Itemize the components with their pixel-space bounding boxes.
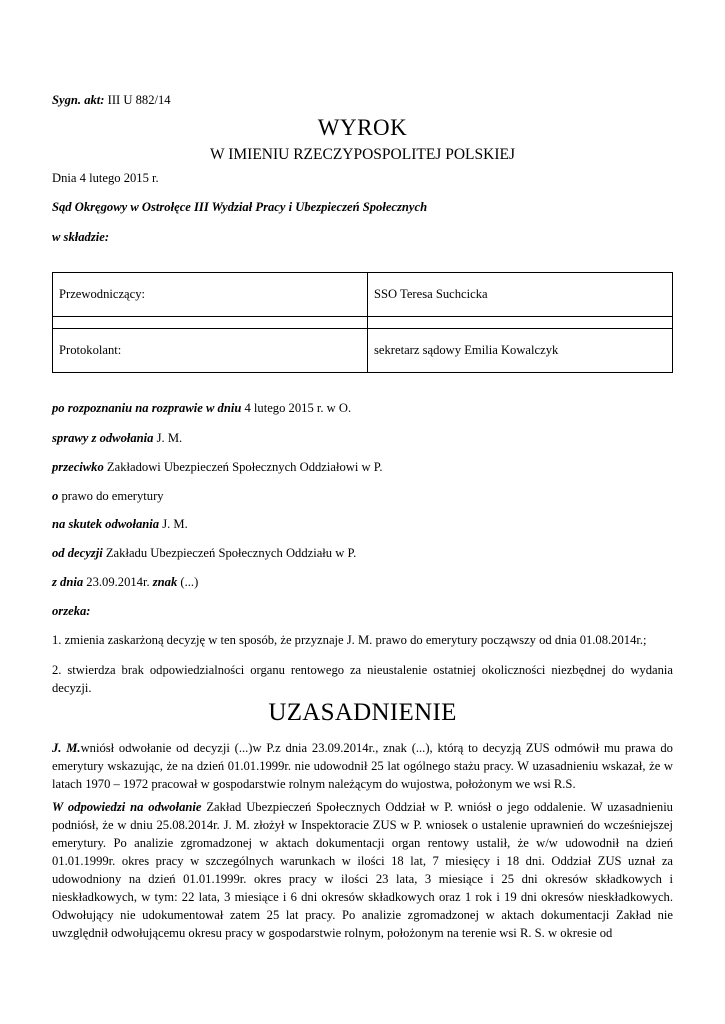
document-subtitle: W IMIENIU RZECZYPOSPOLITEJ POLSKIEJ bbox=[210, 146, 515, 163]
composition-person: SSO Teresa Suchcicka bbox=[368, 273, 673, 317]
decision-line: od decyzji Zakładu Ubezpieczeń Społecznych Oddziału w P. bbox=[52, 546, 357, 560]
subject-line: o prawo do emerytury bbox=[52, 489, 164, 503]
defendant-line: przeciwko Zakładowi Ubezpieczeń Społecznych Oddziałowi w P. bbox=[52, 460, 383, 474]
ruling-item-2: 2. stwierdza brak odpowiedzialności organu rentowego za nieustalenie ostatniej okoliczności niezbędnej do wydania decyzji. bbox=[52, 663, 673, 695]
case-signature bbox=[52, 93, 171, 108]
case-signature-value: III U 882/14 bbox=[104, 93, 171, 107]
composition-person: sekretarz sądowy Emilia Kowalczyk bbox=[368, 329, 673, 373]
decision-date-line: z dnia 23.09.2014r. znak (...) bbox=[52, 575, 199, 589]
justification-paragraph: W odpowiedzi na odwołanie Zakład Ubezpieczeń Społecznych Oddział w P. wniósł o jego oddalenie. W uzasadnieniu podniósł, że w dniu 25.08.2014r. J. M. złożył w Inspektoracie ZUS w P. wniosek o ustalenie uprawnień do wcześniejszej emerytury. Po analizie zgromadzonej w aktach dokumentacji organ rentowy ustalił, że w/w udowodnił na dzień 01.01.1999r. okres pracy w szczególnych warunkach w ilości 18 lat, 7 miesięcy i 18 dni. Oddział ZUS uznał za udowodniony na dzień 01.01.1999r. okres pracy w ilości 23 lata, 3 miesiące i 25 dni okresów składkowych i nieskładkowych, w tym: 22 lata, 3 miesiące i 6 dni okresów składkowych oraz 1 rok i 19 dni okresów nieskładkowych. Odwołujący nie udokumentował zatem 25 lat pracy. Po analizie zgromadzonej w aktach dokumentacji Zakład nie uwzględnił odwołującemu okresu pracy w gospodarstwie rolnym, położonym na terenie wsi R. S. w okresie od bbox=[52, 800, 673, 940]
appellant-line: na skutek odwołania J. M. bbox=[52, 517, 188, 531]
composition-role: Przewodniczący: bbox=[53, 273, 368, 317]
justification-heading: UZASADNIENIE bbox=[268, 699, 457, 726]
case-signature-label: Sygn. akt: bbox=[52, 93, 105, 107]
composition-table bbox=[52, 272, 673, 373]
judgment-date: Dnia 4 lutego 2015 r. bbox=[52, 171, 159, 185]
composition-row bbox=[53, 273, 673, 317]
justification-paragraph: J. M.wniósł odwołanie od decyzji (...)w P.z dnia 23.09.2014r., znak (...), którą to decyzją ZUS odmówił mu prawa do emerytury wskazując, że na dzień 01.01.1999r. nie udowodnił 25 lat ogólnego stażu pracy. W uzasadnieniu wskazał, że w latach 1970 – 1972 pracował w gospodarstwie rolnym należącym do wujostwa, położonym we wsi R.S. bbox=[52, 741, 673, 791]
composition-row bbox=[53, 329, 673, 373]
hearing-line: po rozpoznaniu na rozprawie w dniu 4 lutego 2015 r. w O. bbox=[52, 401, 352, 415]
ruling-label: orzeka: bbox=[52, 604, 91, 618]
ruling-item-1: 1. zmienia zaskarżoną decyzję w ten sposób, że przyznaje J. M. prawo do emerytury począwszy od dnia 01.08.2014r.; bbox=[52, 633, 647, 647]
composition-spacer-row bbox=[53, 317, 673, 329]
appeal-line: sprawy z odwołania J. M. bbox=[52, 431, 183, 445]
court-name: Sąd Okręgowy w Ostrołęce III Wydział Pracy i Ubezpieczeń Społecznych bbox=[52, 200, 428, 214]
composition-role: Protokolant: bbox=[53, 329, 368, 373]
composition-label: w składzie: bbox=[52, 230, 110, 244]
document-title: WYROK bbox=[317, 115, 408, 140]
